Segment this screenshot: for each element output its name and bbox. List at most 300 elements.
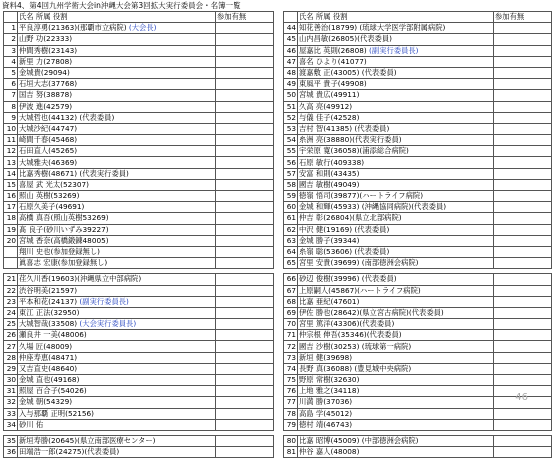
table-row	[4, 363, 274, 374]
attendance-cell	[216, 246, 274, 257]
table-row	[284, 112, 552, 123]
row-number-cell: 36	[4, 447, 18, 458]
row-number-cell: 73	[284, 352, 298, 363]
attendance-cell	[494, 90, 552, 101]
attendance-cell	[494, 258, 552, 269]
member-name-text: 川満 勝(37036)	[299, 397, 353, 407]
table-row	[4, 135, 274, 146]
table-row	[284, 224, 552, 235]
table-row	[284, 79, 552, 90]
attendance-cell	[494, 330, 552, 341]
table-row	[4, 191, 274, 202]
member-name-cell	[298, 285, 494, 296]
attendance-cell	[216, 135, 274, 146]
member-name-text: 比嘉 昭博(45009) (中部徳洲会病院)	[299, 436, 419, 446]
row-number-cell: 53	[284, 123, 298, 134]
table-row	[284, 101, 552, 112]
row-number-cell: 60	[284, 202, 298, 213]
table-row	[284, 408, 552, 419]
row-number-cell: 35	[4, 435, 18, 446]
member-name-text: 長野 真(36088) (豊見城中央病院)	[299, 363, 412, 373]
member-name-cell	[298, 79, 494, 90]
member-name-text: 吉村 智(41385) (代表委員)	[299, 123, 390, 133]
row-number-cell: 17	[4, 202, 18, 213]
member-name-text: 仲吉 彰(26804)(県立北部病院)	[299, 213, 402, 223]
attendance-cell	[494, 67, 552, 78]
member-name-cell	[298, 34, 494, 45]
row-number-cell: 63	[284, 235, 298, 246]
row-number-cell: 58	[284, 179, 298, 190]
table-row	[4, 202, 274, 213]
table-row	[284, 67, 552, 78]
member-name-cell	[298, 447, 494, 458]
member-name-cell	[18, 246, 216, 257]
row-number-cell: 15	[4, 179, 18, 190]
table-row	[284, 341, 552, 352]
member-name-text: 渡嘉敷 正(43005) (代表委員)	[299, 68, 397, 78]
table-row	[4, 101, 274, 112]
table-row	[4, 319, 274, 330]
member-name-cell	[18, 157, 216, 168]
table-row	[4, 435, 274, 446]
member-name-text: 比嘉秀樹(48671) (代表実行委員)	[19, 168, 129, 178]
row-number-cell: 27	[4, 341, 18, 352]
member-name-text: 上原嗣人(45867)(ハートライフ病院)	[299, 285, 421, 295]
row-number-cell: 81	[284, 447, 298, 458]
table-row	[4, 397, 274, 408]
attendance-cell	[216, 235, 274, 246]
attendance-cell	[494, 435, 552, 446]
member-name-cell	[18, 285, 216, 296]
member-name-cell	[298, 179, 494, 190]
role-note-text: (大会実行委員長)	[79, 319, 137, 329]
row-number-cell: 9	[4, 112, 18, 123]
attendance-cell	[216, 296, 274, 307]
member-name-cell	[18, 363, 216, 374]
attendance-cell	[494, 191, 552, 202]
attendance-cell	[494, 307, 552, 318]
attendance-cell	[494, 45, 552, 56]
attendance-cell	[216, 56, 274, 67]
attendance-cell	[216, 363, 274, 374]
member-name-text: 新垣 健(39698)	[299, 352, 353, 362]
member-name-text: 石原 敏行(409338)	[299, 157, 365, 167]
member-name-text: 新垣寿勝(20645)(県立南部医療センター)	[19, 436, 156, 446]
table-row	[284, 307, 552, 318]
row-number-cell: 57	[284, 168, 298, 179]
attendance-cell	[216, 67, 274, 78]
table-row	[4, 296, 274, 307]
row-number-cell: 71	[284, 330, 298, 341]
attendance-cell	[216, 285, 274, 296]
member-name-text: 宮里 篤洋(43306)(代表委員)	[299, 319, 395, 329]
table-row	[284, 235, 552, 246]
table-row	[4, 168, 274, 179]
attendance-cell	[494, 375, 552, 386]
member-name-text: 金城 勝子(39344)	[299, 235, 360, 245]
member-name-cell	[18, 235, 216, 246]
attendance-cell	[216, 191, 274, 202]
member-name-text: 伊波 進(42579)	[19, 101, 73, 111]
member-name-text: 照屋 百合子(54026)	[19, 386, 87, 396]
row-number-cell: 34	[4, 419, 18, 430]
member-name-text: 瀬良井 一美(48006)	[19, 330, 87, 340]
table-row	[4, 307, 274, 318]
member-name-text: 伊佐 勝也(28642)(県立宮古病院)(代表委員)	[299, 307, 444, 317]
member-name-cell	[18, 101, 216, 112]
attendance-cell	[494, 168, 552, 179]
row-number-cell: 23	[4, 296, 18, 307]
member-name-cell	[298, 386, 494, 397]
table-row	[284, 296, 552, 307]
table-row	[4, 352, 274, 363]
row-number-cell: 79	[284, 419, 298, 430]
attendance-cell	[216, 112, 274, 123]
member-name-cell	[18, 123, 216, 134]
table-row	[284, 135, 552, 146]
member-name-cell	[298, 123, 494, 134]
table-row	[4, 90, 274, 101]
row-number-cell: 50	[284, 90, 298, 101]
member-name-cell	[18, 375, 216, 386]
attendance-cell	[216, 330, 274, 341]
table-row	[4, 341, 274, 352]
row-number-cell: 61	[284, 213, 298, 224]
table-row	[284, 34, 552, 45]
member-name-text: 石原久美子(49691)	[19, 202, 85, 212]
member-name-text: 國吉 敏樹(49049)	[299, 179, 360, 189]
table-row	[4, 386, 274, 397]
table-row	[4, 419, 274, 430]
member-name-text: 東風平 貴子(49908)	[299, 79, 367, 89]
table-row	[4, 34, 274, 45]
member-name-text: 野原 常樹(32630)	[299, 375, 360, 385]
member-name-cell	[298, 408, 494, 419]
attendance-cell	[494, 202, 552, 213]
row-number-cell: 48	[284, 67, 298, 78]
member-name-text: 久場 匠(48009)	[19, 341, 73, 351]
attendance-cell	[494, 79, 552, 90]
member-name-cell	[298, 397, 494, 408]
member-name-text: 宮城 貴広(49911)	[299, 90, 360, 100]
member-name-cell	[18, 352, 216, 363]
member-name-text: 田端浩一郎(24275)(代表委員)	[19, 447, 120, 457]
row-number-cell: 45	[284, 34, 298, 45]
attendance-cell	[494, 447, 552, 458]
member-name-text: 徳嶺 悟司(39877)(ハートライフ病院)	[299, 191, 424, 201]
member-name-text: 新里 力(27808)	[19, 56, 73, 66]
table-row	[284, 90, 552, 101]
table-row	[284, 123, 552, 134]
attendance-cell	[494, 296, 552, 307]
row-number-cell: 16	[4, 191, 18, 202]
member-name-cell	[298, 101, 494, 112]
member-name-text: 仲宗根 伸吾(35346)(代表委員)	[299, 330, 402, 340]
row-number-cell: 44	[284, 23, 298, 34]
member-name-text: 与儀 佳子(42528)	[299, 112, 360, 122]
member-name-cell	[18, 135, 216, 146]
table-row	[4, 112, 274, 123]
attendance-cell	[216, 352, 274, 363]
row-number-cell: 68	[284, 296, 298, 307]
attendance-cell	[216, 375, 274, 386]
table-row	[4, 45, 274, 56]
member-name-text: 照山 英樹(53269)	[19, 191, 80, 201]
member-name-text: 高橋 真吾(照山英樹53269)	[19, 213, 109, 223]
member-name-cell	[18, 435, 216, 446]
attendance-cell	[494, 246, 552, 257]
attendance-cell	[216, 168, 274, 179]
table-row	[4, 157, 274, 168]
row-number-cell: 11	[4, 135, 18, 146]
member-name-text: 安富 和則(43435)	[299, 168, 360, 178]
table-row	[284, 419, 552, 430]
table-row	[284, 56, 552, 67]
row-number-cell: 69	[284, 307, 298, 318]
table-row	[284, 330, 552, 341]
table-row	[284, 352, 552, 363]
row-number-cell: 62	[284, 224, 298, 235]
table-row	[284, 191, 552, 202]
member-name-cell	[298, 419, 494, 430]
member-name-cell	[298, 157, 494, 168]
table-row	[284, 157, 552, 168]
member-name-cell	[18, 341, 216, 352]
attendance-cell	[216, 274, 274, 285]
attendance-cell	[216, 79, 274, 90]
member-name-text: 仲間秀樹(23143)	[19, 45, 78, 55]
row-number-cell: 49	[284, 79, 298, 90]
attendance-cell	[494, 285, 552, 296]
attendance-cell	[494, 179, 552, 190]
table-row	[284, 146, 552, 157]
row-number-cell: 64	[284, 246, 298, 257]
row-number-cell: 78	[284, 408, 298, 419]
row-number-cell: 46	[284, 45, 298, 56]
member-name-cell	[18, 386, 216, 397]
member-name-text: 高島 学(45012)	[299, 408, 353, 418]
attendance-cell	[494, 319, 552, 330]
member-name-text: 髙 良子(砂川いずみ39227)	[19, 224, 109, 234]
header-name-cell: 氏名 所属 役割	[298, 12, 494, 23]
attendance-cell	[494, 419, 552, 430]
member-name-cell	[298, 330, 494, 341]
member-name-text: 宮城 香奈(高橋鍛錬48005)	[19, 235, 109, 245]
member-name-cell	[18, 408, 216, 419]
row-number-cell: 6	[4, 79, 18, 90]
attendance-cell	[494, 135, 552, 146]
row-number-cell: 22	[4, 285, 18, 296]
table-row	[4, 258, 274, 269]
member-name-cell	[18, 319, 216, 330]
row-number-cell: 76	[284, 386, 298, 397]
attendance-cell	[494, 408, 552, 419]
attendance-cell	[494, 224, 552, 235]
role-note-text: (副実行委員長)	[369, 45, 419, 55]
member-name-text: 大城雅夫(46369)	[19, 157, 78, 167]
attendance-cell	[216, 179, 274, 190]
member-name-text: 入与那覇 正明(52156)	[19, 408, 95, 418]
attendance-cell	[494, 56, 552, 67]
table-row	[4, 246, 274, 257]
attendance-cell	[216, 23, 274, 34]
member-name-text: 比嘉 亜紀(47601)	[299, 296, 360, 306]
row-number-cell: 33	[4, 408, 18, 419]
row-number-cell: 25	[4, 319, 18, 330]
attendance-cell	[216, 157, 274, 168]
attendance-cell	[216, 224, 274, 235]
attendance-cell	[494, 101, 552, 112]
attendance-cell	[216, 202, 274, 213]
table-row	[284, 274, 552, 285]
table-row	[4, 235, 274, 246]
attendance-cell	[494, 112, 552, 123]
role-note-text: (副実行委員長)	[79, 296, 129, 306]
row-number-cell: 72	[284, 341, 298, 352]
row-number-cell: 13	[4, 157, 18, 168]
member-name-text: 徳村 靖(46743)	[299, 419, 353, 429]
row-number-cell	[4, 258, 18, 269]
member-name-text: 大城哲也(44132) (代表委員)	[19, 112, 115, 122]
member-name-text: 國吉 沙樹(30253) (琉球第一病院)	[299, 341, 412, 351]
table-row	[284, 319, 552, 330]
row-number-cell: 14	[4, 168, 18, 179]
table-row	[284, 386, 552, 397]
table-row	[4, 23, 274, 34]
table-row	[4, 123, 274, 134]
member-name-cell	[298, 224, 494, 235]
row-number-cell: 10	[4, 123, 18, 134]
row-number-cell	[4, 246, 18, 257]
row-number-cell: 3	[4, 45, 18, 56]
row-number-cell: 52	[284, 112, 298, 123]
member-name-cell	[18, 224, 216, 235]
table-row	[4, 224, 274, 235]
table-row	[4, 56, 274, 67]
row-number-cell: 80	[284, 435, 298, 446]
row-number-cell: 70	[284, 319, 298, 330]
attendance-cell	[216, 90, 274, 101]
member-name-text: 山野 功(22333)	[19, 34, 73, 44]
member-name-text: 仲座寿恵(48471)	[19, 352, 78, 362]
row-number-cell: 54	[284, 135, 298, 146]
table-row	[4, 330, 274, 341]
row-number-cell: 7	[4, 90, 18, 101]
member-name-cell	[298, 341, 494, 352]
row-number-cell: 19	[4, 224, 18, 235]
right-roster-table	[283, 11, 552, 458]
member-name-text: 金城 直也(49168)	[19, 375, 80, 385]
member-name-cell	[18, 191, 216, 202]
table-row	[4, 447, 274, 458]
attendance-cell	[216, 386, 274, 397]
member-name-cell	[298, 363, 494, 374]
member-name-cell	[18, 202, 216, 213]
member-name-cell	[298, 56, 494, 67]
member-name-cell	[298, 202, 494, 213]
attendance-cell	[494, 213, 552, 224]
attendance-cell	[494, 235, 552, 246]
row-number-cell: 24	[4, 307, 18, 318]
table-row	[4, 146, 274, 157]
member-name-cell	[298, 23, 494, 34]
row-number-cell: 4	[4, 56, 18, 67]
row-number-cell: 18	[4, 213, 18, 224]
table-row	[284, 285, 552, 296]
member-name-text: 山内昌敏(26805)(代表委員)	[299, 34, 392, 44]
table-row	[4, 179, 274, 190]
member-name-text: 国吉 努(38878)	[19, 90, 73, 100]
member-name-cell	[298, 375, 494, 386]
attendance-cell	[216, 419, 274, 430]
row-number-cell: 66	[284, 274, 298, 285]
attendance-cell	[216, 341, 274, 352]
table-row	[284, 246, 552, 257]
member-name-cell	[18, 274, 216, 285]
row-number-cell: 21	[4, 274, 18, 285]
member-name-text: 金城 和輝(45933) (沖縄協同病院)(代表委員)	[299, 202, 447, 212]
table-header-row	[4, 12, 274, 23]
table-row	[284, 435, 552, 446]
attendance-cell	[216, 258, 274, 269]
table-row	[284, 447, 552, 458]
table-row	[284, 179, 552, 190]
member-name-cell	[18, 213, 216, 224]
member-name-text: 眞喜志 宏康(参加登録無し)	[19, 258, 108, 268]
table-row	[284, 202, 552, 213]
member-name-cell	[18, 112, 216, 123]
member-name-text: 大城沙紀(44747)	[19, 123, 78, 133]
left-roster-table	[3, 11, 274, 458]
member-name-cell	[298, 307, 494, 318]
member-name-cell	[298, 168, 494, 179]
table-row	[284, 363, 552, 374]
member-name-text: 宇栄原 寛(36058)(浦添総合病院)	[299, 146, 409, 156]
member-name-cell	[298, 213, 494, 224]
row-number-cell: 65	[284, 258, 298, 269]
member-name-text: 喜屋 武 光太(52307)	[19, 179, 90, 189]
member-name-cell	[298, 319, 494, 330]
header-attendance-cell: 参加有無	[494, 12, 552, 23]
member-name-cell	[18, 45, 216, 56]
member-name-cell	[18, 419, 216, 430]
member-name-text: 又吉直史(48640)	[19, 363, 78, 373]
table-row	[284, 375, 552, 386]
member-name-cell	[298, 246, 494, 257]
member-name-cell	[298, 296, 494, 307]
attendance-cell	[216, 397, 274, 408]
attendance-cell	[494, 274, 552, 285]
row-number-cell: 55	[284, 146, 298, 157]
member-name-text: 大城智哉(33508)	[19, 319, 78, 329]
member-name-text: 金城 朝(54329)	[19, 397, 73, 407]
row-number-cell: 20	[4, 235, 18, 246]
attendance-cell	[216, 447, 274, 458]
member-name-text: 上地 雅之(34118)	[299, 386, 360, 396]
member-name-cell	[298, 258, 494, 269]
table-row	[4, 375, 274, 386]
row-number-cell: 75	[284, 375, 298, 386]
member-name-cell	[18, 397, 216, 408]
member-name-cell	[18, 90, 216, 101]
table-row	[284, 397, 552, 408]
row-number-cell: 1	[4, 23, 18, 34]
attendance-cell	[216, 435, 274, 446]
row-number-cell: 12	[4, 146, 18, 157]
header-no-cell	[4, 12, 18, 23]
row-number-cell: 74	[284, 363, 298, 374]
member-name-cell	[18, 447, 216, 458]
